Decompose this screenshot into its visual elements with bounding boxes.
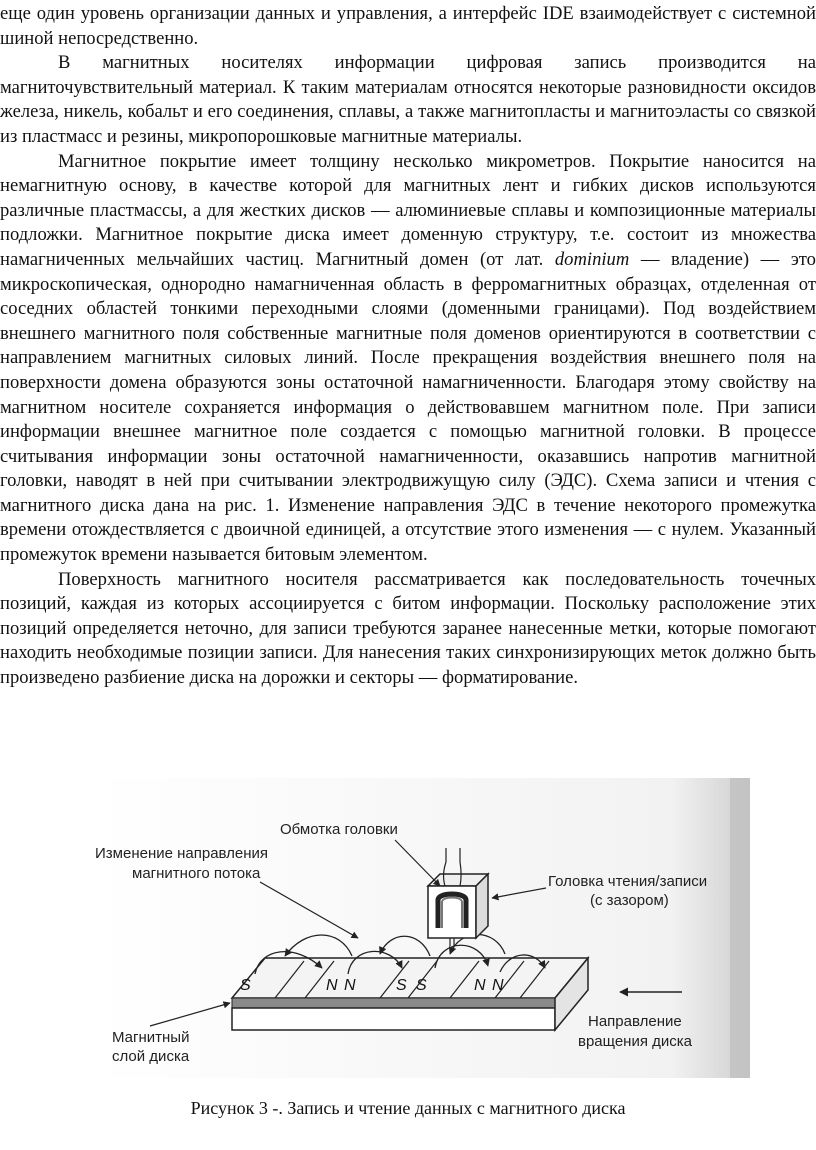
paragraph-3 [0, 150, 816, 568]
disk-top-surface [232, 958, 588, 998]
scan-edge-shadow [730, 778, 750, 1078]
layer-label-line-2: слой диска [112, 1048, 190, 1065]
rotation-label-line-1: Направление [588, 1013, 682, 1030]
layer-label-line-1: Магнитный [112, 1029, 190, 1046]
pole-label: N [492, 977, 504, 994]
flux-label-line-2: магнитного потока [132, 865, 261, 882]
pole-label: N [326, 977, 338, 994]
disk-slab [232, 958, 588, 1030]
paragraph-2: В магнитных носителях информации цифровая запись производится на магниточувствительный материал. К таким материалам относятся некоторые разновидности оксидов железа, никель, кобальт и его соединения, сплавы, а также магнитопласты и магнитоэласты со связкой из пластмасс и резины, микропорошковые магнитные материалы. [0, 52, 816, 147]
paragraph-1: еще один уровень организации данных и управления, а интерфейс IDE взаимодействует с системной шиной непосредственно. [0, 3, 816, 49]
winding-label: Обмотка головки [280, 821, 398, 838]
body-text [0, 2, 816, 691]
paragraph-3-part-1: Магнитное покрытие имеет толщину несколько микрометров. Покрытие наносится на немагнитную основу, в качестве которой для магнитных лент и гибких дисков используются различные пластмассы, а для жестких дисков — алюминиевые сплавы и композиционные материалы подложки. Магнитное покрытие диска имеет доменную структуру, т.е. состоит из множества намагниченных мельчайших частиц. Магнитный домен (от лат. [0, 150, 816, 270]
figure-caption: Рисунок 3 -. Запись и чтение данных с магнитного диска [190, 1098, 626, 1118]
disk-substrate [232, 1008, 555, 1030]
pole-label: S [240, 977, 251, 994]
magnetic-layer [232, 998, 555, 1008]
paragraph-4: Поверхность магнитного носителя рассматривается как последовательность точечных позиций, каждая из которых ассоциируется с битом информации. Поскольку расположение этих позиций определяется неточно, для записи требуются заранее нанесенные метки, которые помогают находить необходимые позиции записи. Для нанесения таких синхронизирующих меток должно быть произведено разбиение диска на дорожки и секторы — форматирование. [0, 568, 816, 689]
head-label-line-1: Головка чтения/записи [548, 873, 708, 890]
disk-diagram-figure [90, 778, 750, 1078]
pole-label: S [416, 977, 427, 994]
disk-diagram [90, 778, 750, 1078]
flux-label-line-1: Изменение направления [95, 845, 269, 862]
head-label-line-2: (с зазором) [590, 892, 669, 909]
rotation-label-line-2: вращения диска [578, 1033, 692, 1050]
paragraph-3-part-2: — владение) — это микроскопическая, однородно намагниченная область в ферромагнитных образцах, отделенная от соседних областей тонкими переходными слоями (доменными границами). Под воздействием внешнего магнитного поля собственные магнитные поля доменов ориентируются в соответствии с направлением магнитных силовых линий. После прекращения воздействия внешнего поля на поверхности домена образуются зоны остаточной намагниченности. Благодаря этому свойству на магнитном носителе сохраняется информация о действовавшем магнитном поле. При записи информации внешнее магнитное поле создается с помощью магнитной головки. В процессе считывания информации зоны остаточной намагниченности, оказавшись напротив магнитной головки, наводят в ней при считывании электродвижущую силу (ЭДС). Схема записи и чтения с магнитного диска дана на рис. 1. Изменение направления ЭДС в течение некоторого промежутка времени отождествляется с двоичной единицей, а отсутствие этого изменения — с нулем. Указанный промежуток времени называется битовым элементом. [0, 248, 816, 566]
pole-label: S [396, 977, 407, 994]
pole-label: N [344, 977, 356, 994]
pole-label: N [474, 977, 486, 994]
latin-term: dominium [554, 248, 630, 270]
